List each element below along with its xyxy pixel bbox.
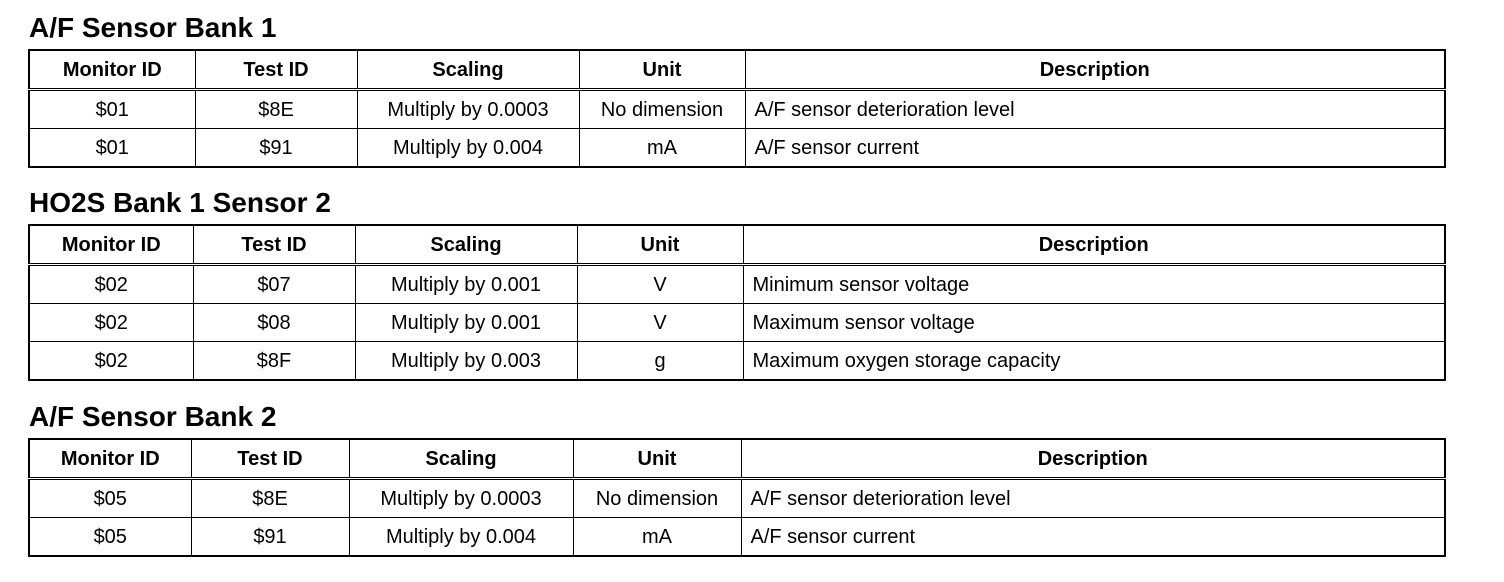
header-test-id: Test ID	[193, 225, 355, 265]
monitor-id-cell: $01	[29, 90, 195, 129]
monitor-id-cell: $02	[29, 304, 193, 342]
description-cell: Maximum oxygen storage capacity	[743, 342, 1445, 381]
header-monitor-id: Monitor ID	[29, 439, 191, 479]
monitor-id-cell: $05	[29, 518, 191, 557]
description-cell: A/F sensor deterioration level	[745, 90, 1445, 129]
description-cell: Maximum sensor voltage	[743, 304, 1445, 342]
table-row	[29, 518, 1445, 557]
header-test-id: Test ID	[191, 439, 349, 479]
test-id-cell: $08	[193, 304, 355, 342]
scaling-cell: Multiply by 0.004	[357, 129, 579, 168]
header-unit: Unit	[573, 439, 741, 479]
section-title-af-sensor-bank-1: A/F Sensor Bank 1	[29, 12, 277, 43]
scaling-cell: Multiply by 0.001	[355, 265, 577, 304]
header-row	[29, 439, 1445, 479]
scaling-cell: Multiply by 0.004	[349, 518, 573, 557]
table-row	[29, 90, 1445, 129]
test-id-cell: $91	[195, 129, 357, 168]
table-row	[29, 304, 1445, 342]
header-scaling: Scaling	[357, 50, 579, 90]
scaling-cell: Multiply by 0.0003	[357, 90, 579, 129]
description-cell: A/F sensor current	[741, 518, 1445, 557]
test-id-cell: $07	[193, 265, 355, 304]
header-monitor-id: Monitor ID	[29, 50, 195, 90]
header-unit: Unit	[577, 225, 743, 265]
table-row	[29, 265, 1445, 304]
header-test-id: Test ID	[195, 50, 357, 90]
unit-cell: mA	[579, 129, 745, 168]
header-description: Description	[745, 50, 1445, 90]
header-scaling: Scaling	[349, 439, 573, 479]
table-row	[29, 129, 1445, 168]
header-unit: Unit	[579, 50, 745, 90]
description-cell: Minimum sensor voltage	[743, 265, 1445, 304]
unit-cell: No dimension	[579, 90, 745, 129]
scaling-cell: Multiply by 0.001	[355, 304, 577, 342]
scaling-cell: Multiply by 0.003	[355, 342, 577, 381]
section-title-af-sensor-bank-2: A/F Sensor Bank 2	[29, 401, 277, 432]
table-row	[29, 342, 1445, 381]
unit-cell: V	[577, 265, 743, 304]
description-cell: A/F sensor deterioration level	[741, 479, 1445, 518]
header-description: Description	[741, 439, 1445, 479]
unit-cell: mA	[573, 518, 741, 557]
unit-cell: V	[577, 304, 743, 342]
description-cell: A/F sensor current	[745, 129, 1445, 168]
header-monitor-id: Monitor ID	[29, 225, 193, 265]
monitor-id-cell: $05	[29, 479, 191, 518]
header-description: Description	[743, 225, 1445, 265]
test-id-cell: $8E	[195, 90, 357, 129]
monitor-id-cell: $02	[29, 342, 193, 381]
monitor-id-cell: $02	[29, 265, 193, 304]
section-title-ho2s-bank-1-sensor-2: HO2S Bank 1 Sensor 2	[29, 187, 331, 218]
monitor-id-cell: $01	[29, 129, 195, 168]
header-row	[29, 225, 1445, 265]
scaling-cell: Multiply by 0.0003	[349, 479, 573, 518]
test-id-cell: $8E	[191, 479, 349, 518]
af-sensor-bank-2-table	[28, 438, 1446, 557]
af-sensor-bank-1-table	[28, 49, 1446, 168]
test-id-cell: $91	[191, 518, 349, 557]
unit-cell: No dimension	[573, 479, 741, 518]
ho2s-bank-1-sensor-2-table	[28, 224, 1446, 381]
test-id-cell: $8F	[193, 342, 355, 381]
header-scaling: Scaling	[355, 225, 577, 265]
header-row	[29, 50, 1445, 90]
table-row	[29, 479, 1445, 518]
unit-cell: g	[577, 342, 743, 381]
